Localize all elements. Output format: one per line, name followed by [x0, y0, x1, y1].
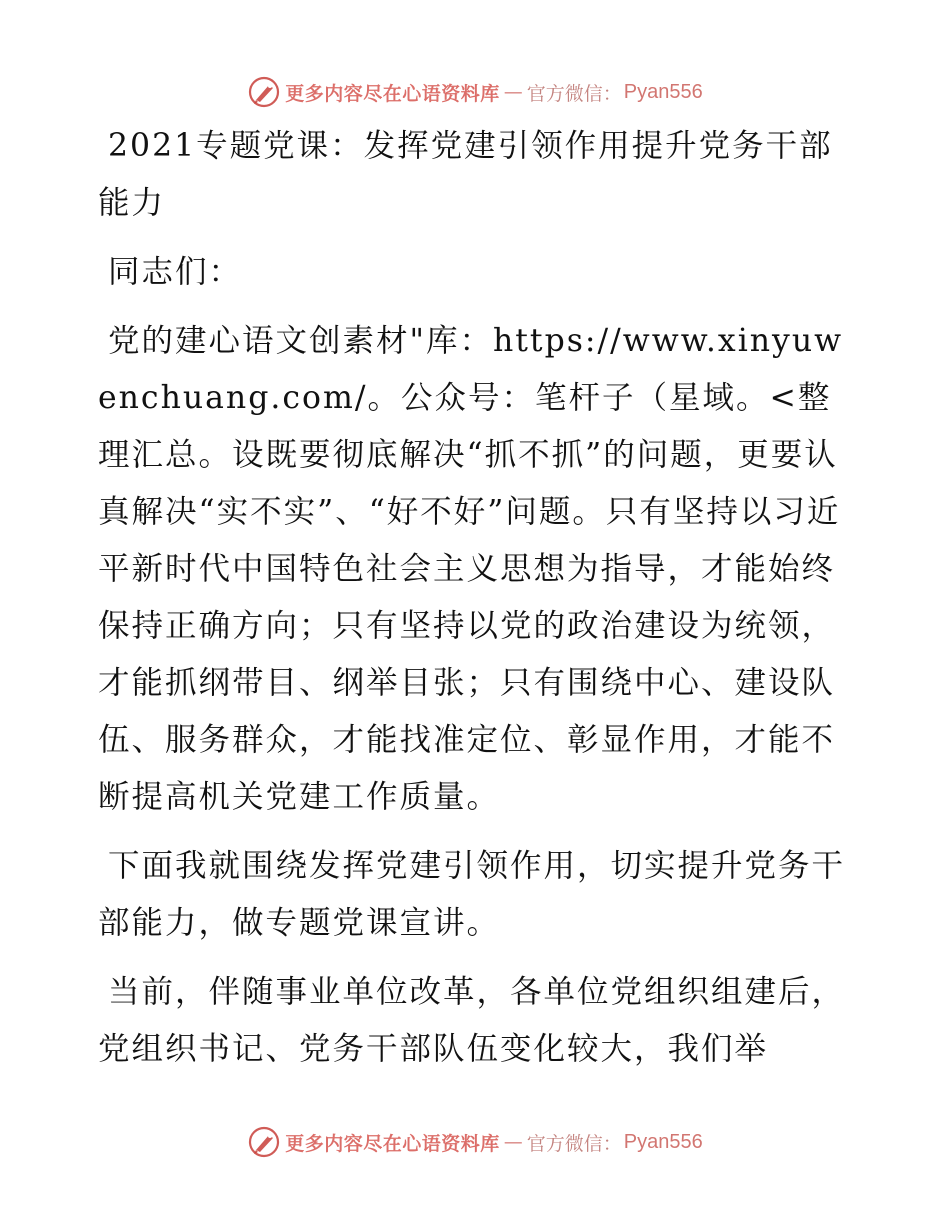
banner-wechat-handle: Pyan556	[623, 1130, 703, 1153]
quill-pen-logo-icon	[247, 1125, 281, 1159]
banner-wechat-label: 官方微信：	[526, 82, 622, 105]
banner-site-name: 更多内容尽在心语资料库	[285, 82, 500, 105]
header-banner	[0, 72, 950, 112]
banner-separator: —	[503, 81, 523, 103]
greeting: 同志们：	[108, 254, 243, 290]
body-paragraph-1: 党的建心语文创素材"库：https://www.xinyuwenchuang.com/。公众号：笔杆子（星域。<整理汇总。设既要彻底解决“抓不抓”的问题，更要认真解决“实不实”、“好不好”问题。只有坚持以习近平新时代中国特色社会主义思想为指导，才能始终保持正确方向；只有坚持以党的政治建设为统领，才能抓纲带目、纲举目张；只有围绕中心、建设队伍、服务群众，才能找准定位、彰显作用，才能不断提高机关党建工作质量。	[98, 323, 844, 815]
banner-separator: —	[503, 1131, 523, 1153]
body-paragraph-3: 当前，伴随事业单位改革，各单位党组织组建后，党组织书记、党务干部队伍变化较大，我们举	[98, 974, 846, 1067]
document-body	[98, 118, 850, 1090]
banner-wechat-handle: Pyan556	[623, 80, 703, 103]
quill-pen-logo-icon	[247, 75, 281, 109]
footer-banner	[0, 1122, 950, 1162]
banner-site-name: 更多内容尽在心语资料库	[285, 1132, 500, 1155]
banner-wechat-label: 官方微信：	[526, 1132, 622, 1155]
body-paragraph-2: 下面我就围绕发挥党建引领作用，切实提升党务干部能力，做专题党课宣讲。	[98, 848, 846, 941]
document-title: 2021专题党课：发挥党建引领作用提升党务干部能力	[98, 128, 833, 221]
